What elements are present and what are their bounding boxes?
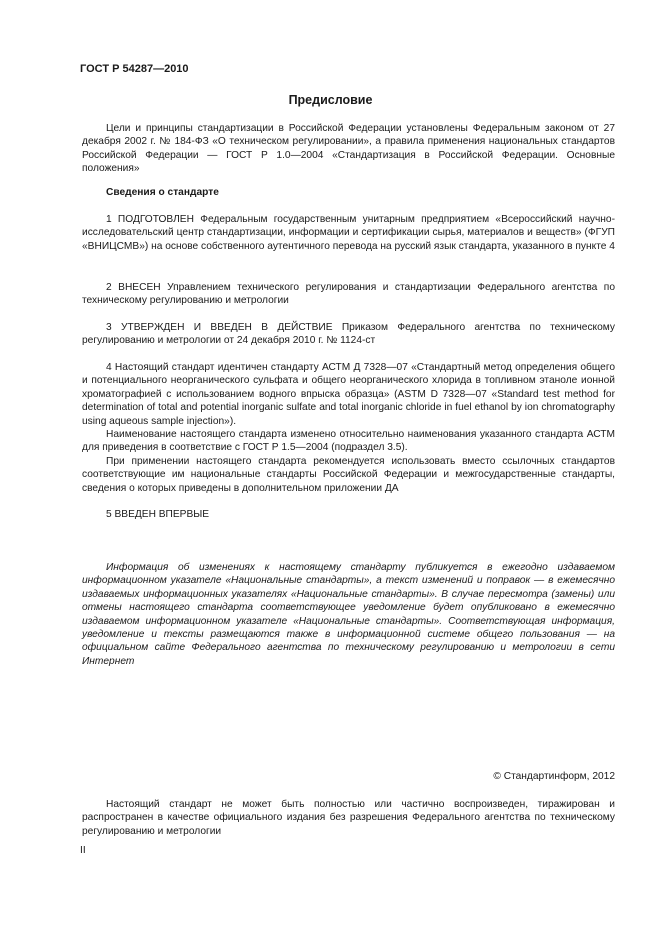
item-5: 5 ВВЕДЕН ВПЕРВЫЕ [106,509,210,520]
page-number: II [80,845,86,856]
item-5-block [82,508,615,521]
item-4-block [82,361,615,495]
notice-paragraph: Информация об изменениях к настоящему стандарту публикуется в ежегодно издаваемом информационном указателе «Национальные стандарты», а текст изменений и поправок — в ежемесячно издаваемых информационных указателях «Национальные стандарты». В случае пересмотра (замены) или отмены настоящего стандарта соответствующее уведомление будет опубликовано в ежемесячно издаваемом информационном указателе «Национальные стандарты». Соответствующая информация, уведомление и тексты размещаются также в информационной системе общего пользования — на официальном сайте Федерального агентства по техническому регулированию и метрологии в сети Интернет [82,562,615,667]
item-4-main: 4 Настоящий стандарт идентичен стандарту АСТМ Д 7328—07 «Стандартный метод определения общего и потенциального неорганического сульфата и общего неорганического хлорида в топливном этаноле ионной хроматографией с использованием водного впрыска образца» (ASTM D 7328—07 «Standard test method for determination of total and potential inorganic sulfate and total inorganic chloride in fuel ethanol by ion chromatography using aqueous sample injection»). [82,362,615,427]
item-1: 1 ПОДГОТОВЛЕН Федеральным государственным унитарным предприятием «Всероссийский научно-исследовательский центр стандартизации, информации и сертификации сырья, материалов и веществ» (ФГУП «ВНИЦСМВ») на основе собственного аутентичного перевода на русский язык стандарта, указанного в пункте 4 [82,214,615,252]
subheading: Сведения о стандарте [106,187,219,198]
copyright: © Стандартинформ, 2012 [493,771,615,782]
item-4-references: При применении настоящего стандарта рекомендуется использовать вместо ссылочных стандартов соответствующие им национальные стандарты Российской Федерации и межгосударственные стандарты, сведения о которых приведены в дополнительном приложении ДА [82,455,615,494]
intro-block [82,122,615,176]
rights-paragraph: Настоящий стандарт не может быть полностью или частично воспроизведен, тиражирован и распространен в качестве официального издания без разрешения Федерального агентства по техническому регулированию и метрологии [82,799,615,837]
item-3-block [82,321,615,348]
item-3: 3 УТВЕРЖДЕН И ВВЕДЕН В ДЕЙСТВИЕ Приказом Федерального агентства по техническому регулированию и метрологии от 24 декабря 2010 г. № 1124-ст [82,322,615,347]
document-code: ГОСТ Р 54287—2010 [80,63,189,75]
item-1-block [82,213,615,253]
item-4-name-change: Наименование настоящего стандарта изменено относительно наименования указанного стандарта АСТМ для приведения в соответствие с ГОСТ Р 1.5—2004 (подраздел 3.5). [82,429,615,454]
notice-block [82,561,615,668]
intro-paragraph: Цели и принципы стандартизации в Российской Федерации установлены Федеральным законом от 27 декабря 2002 г. № 184-ФЗ «О техническом регулировании», а правила применения национальных стандартов Российской Федерации — ГОСТ Р 1.0—2004 «Стандартизация в Российской Федерации. Основные положения» [82,123,615,175]
page-title: Предисловие [288,93,373,107]
item-2: 2 ВНЕСЕН Управлением технического регулирования и стандартизации Федерального агентства по техническому регулированию и метрологии [82,282,615,307]
rights-block [82,798,615,838]
item-2-block [82,281,615,308]
